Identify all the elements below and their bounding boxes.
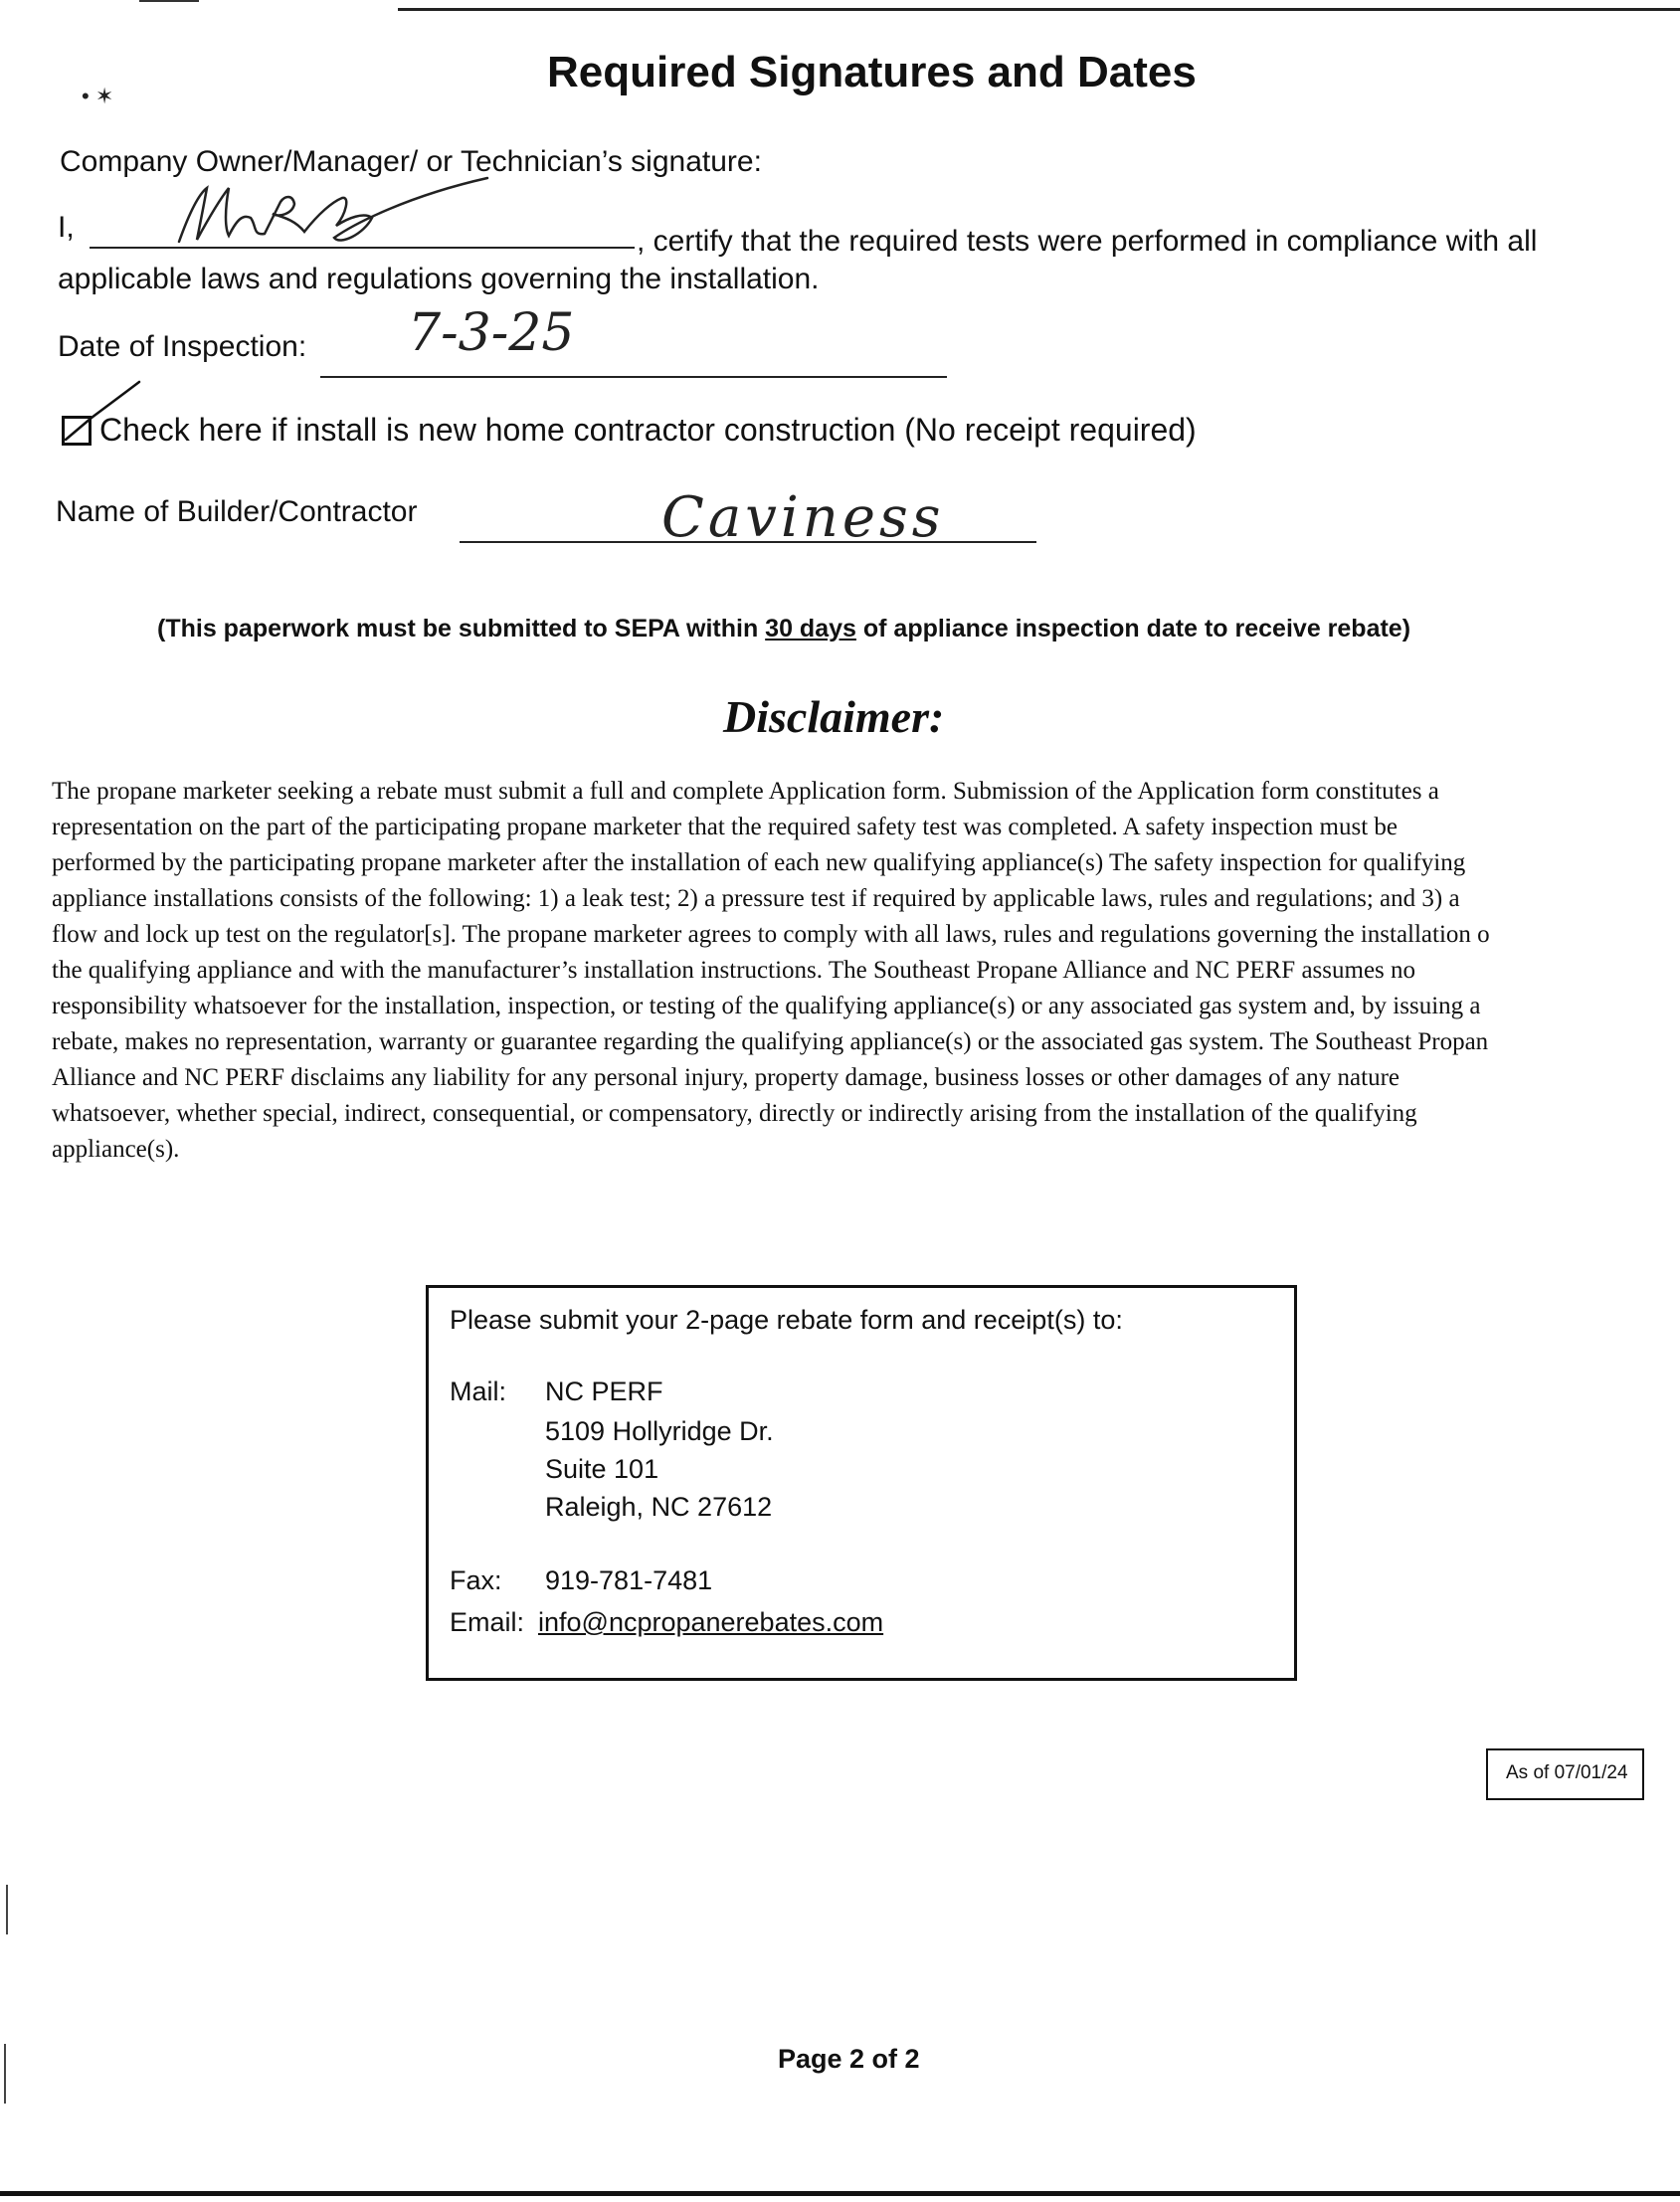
page-title: Required Signatures and Dates bbox=[547, 48, 1197, 96]
disclaimer-paragraph bbox=[52, 774, 1653, 1168]
disclaimer-line: responsibility whatsoever for the installation, inspection, or testing of the qualifying appliance(s) or any associated gas system and, by issuing a bbox=[52, 993, 1481, 1019]
certify-statement: , certify that the required tests were performed in compliance with all bbox=[637, 225, 1538, 258]
version-date: As of 07/01/24 bbox=[1506, 1762, 1628, 1783]
disclaimer-line: representation on the part of the participating propane marketer that the required safety test was completed. A safety inspection must be bbox=[52, 814, 1399, 840]
disclaimer-line: appliance(s). bbox=[52, 1136, 180, 1163]
mail-address-line: NC PERF bbox=[545, 1376, 663, 1406]
email-link[interactable]: info@ncpropanerebates.com bbox=[538, 1607, 884, 1637]
mail-label: Mail: bbox=[450, 1376, 507, 1406]
submission-deadline-notice bbox=[157, 615, 1410, 643]
builder-label: Name of Builder/Contractor bbox=[56, 495, 418, 528]
fax-label: Fax: bbox=[450, 1565, 502, 1595]
mail-address-line: Suite 101 bbox=[545, 1454, 659, 1484]
disclaimer-line: whatsoever, whether special, indirect, consequential, or compensatory, directly or indirectly arising from the installation of the qualifying bbox=[52, 1100, 1417, 1127]
notice-days: 30 days bbox=[765, 615, 856, 642]
disclaimer-line: the qualifying appliance and with the manufacturer’s installation instructions. The Southeast Propane Alliance and NC PERF assumes no bbox=[52, 957, 1416, 984]
fax-number: 919-781-7481 bbox=[545, 1565, 713, 1595]
i-label: I, bbox=[58, 211, 75, 244]
owner-signature-label: Company Owner/Manager/ or Technician’s signature: bbox=[60, 145, 762, 178]
new-construction-label: Check here if install is new home contractor construction (No receipt required) bbox=[99, 412, 1197, 448]
notice-text-end: of appliance inspection date to receive rebate) bbox=[855, 615, 1411, 642]
notice-text-start: (This paperwork must be submitted to SEPA within bbox=[157, 615, 766, 642]
certify-statement-cont: applicable laws and regulations governing the installation. bbox=[58, 263, 820, 295]
scan-edge-mark bbox=[6, 1885, 8, 1934]
inspection-date-value[interactable]: 7-3-25 bbox=[408, 303, 575, 363]
handwritten-signature bbox=[169, 174, 507, 254]
inspection-date-line bbox=[320, 376, 947, 378]
scan-edge-mark bbox=[4, 2044, 6, 2104]
submission-heading: Please submit your 2-page rebate form and receipt(s) to: bbox=[450, 1305, 1123, 1335]
email-label: Email: bbox=[450, 1607, 525, 1637]
top-rule bbox=[398, 0, 1680, 11]
inspection-date-label: Date of Inspection: bbox=[58, 330, 307, 363]
scan-specks: • ✶ bbox=[82, 84, 114, 108]
disclaimer-line: flow and lock up test on the regulator[s]. The propane marketer agrees to comply with all laws, rules and regulations governing the installation o bbox=[52, 921, 1490, 948]
disclaimer-line: rebate, makes no representation, warranty or guarantee regarding the qualifying appliance(s) or the associated gas system. The Southeast Propan bbox=[52, 1028, 1489, 1055]
page-number: Page 2 of 2 bbox=[778, 2044, 920, 2074]
mail-address-line: Raleigh, NC 27612 bbox=[545, 1492, 773, 1522]
builder-value[interactable]: Caviness bbox=[661, 485, 945, 550]
disclaimer-line: Alliance and NC PERF disclaims any liability for any personal injury, property damage, business losses or other damages of any nature bbox=[52, 1064, 1400, 1091]
mail-address-line: 5109 Hollyridge Dr. bbox=[545, 1416, 774, 1446]
disclaimer-line: appliance installations consists of the following: 1) a leak test; 2) a pressure test if required by applicable laws, rules and regulations; and 3) a bbox=[52, 885, 1460, 912]
bottom-rule bbox=[0, 2191, 1680, 2196]
disclaimer-title: Disclaimer: bbox=[723, 691, 945, 742]
disclaimer-line: The propane marketer seeking a rebate must submit a full and complete Application form. Submission of the Application form constitutes a bbox=[52, 778, 1439, 805]
disclaimer-line: performed by the participating propane marketer after the installation of each new qualifying appliance(s) The safety inspection for qualifying bbox=[52, 849, 1466, 876]
scan-edge-mark bbox=[139, 0, 199, 2]
